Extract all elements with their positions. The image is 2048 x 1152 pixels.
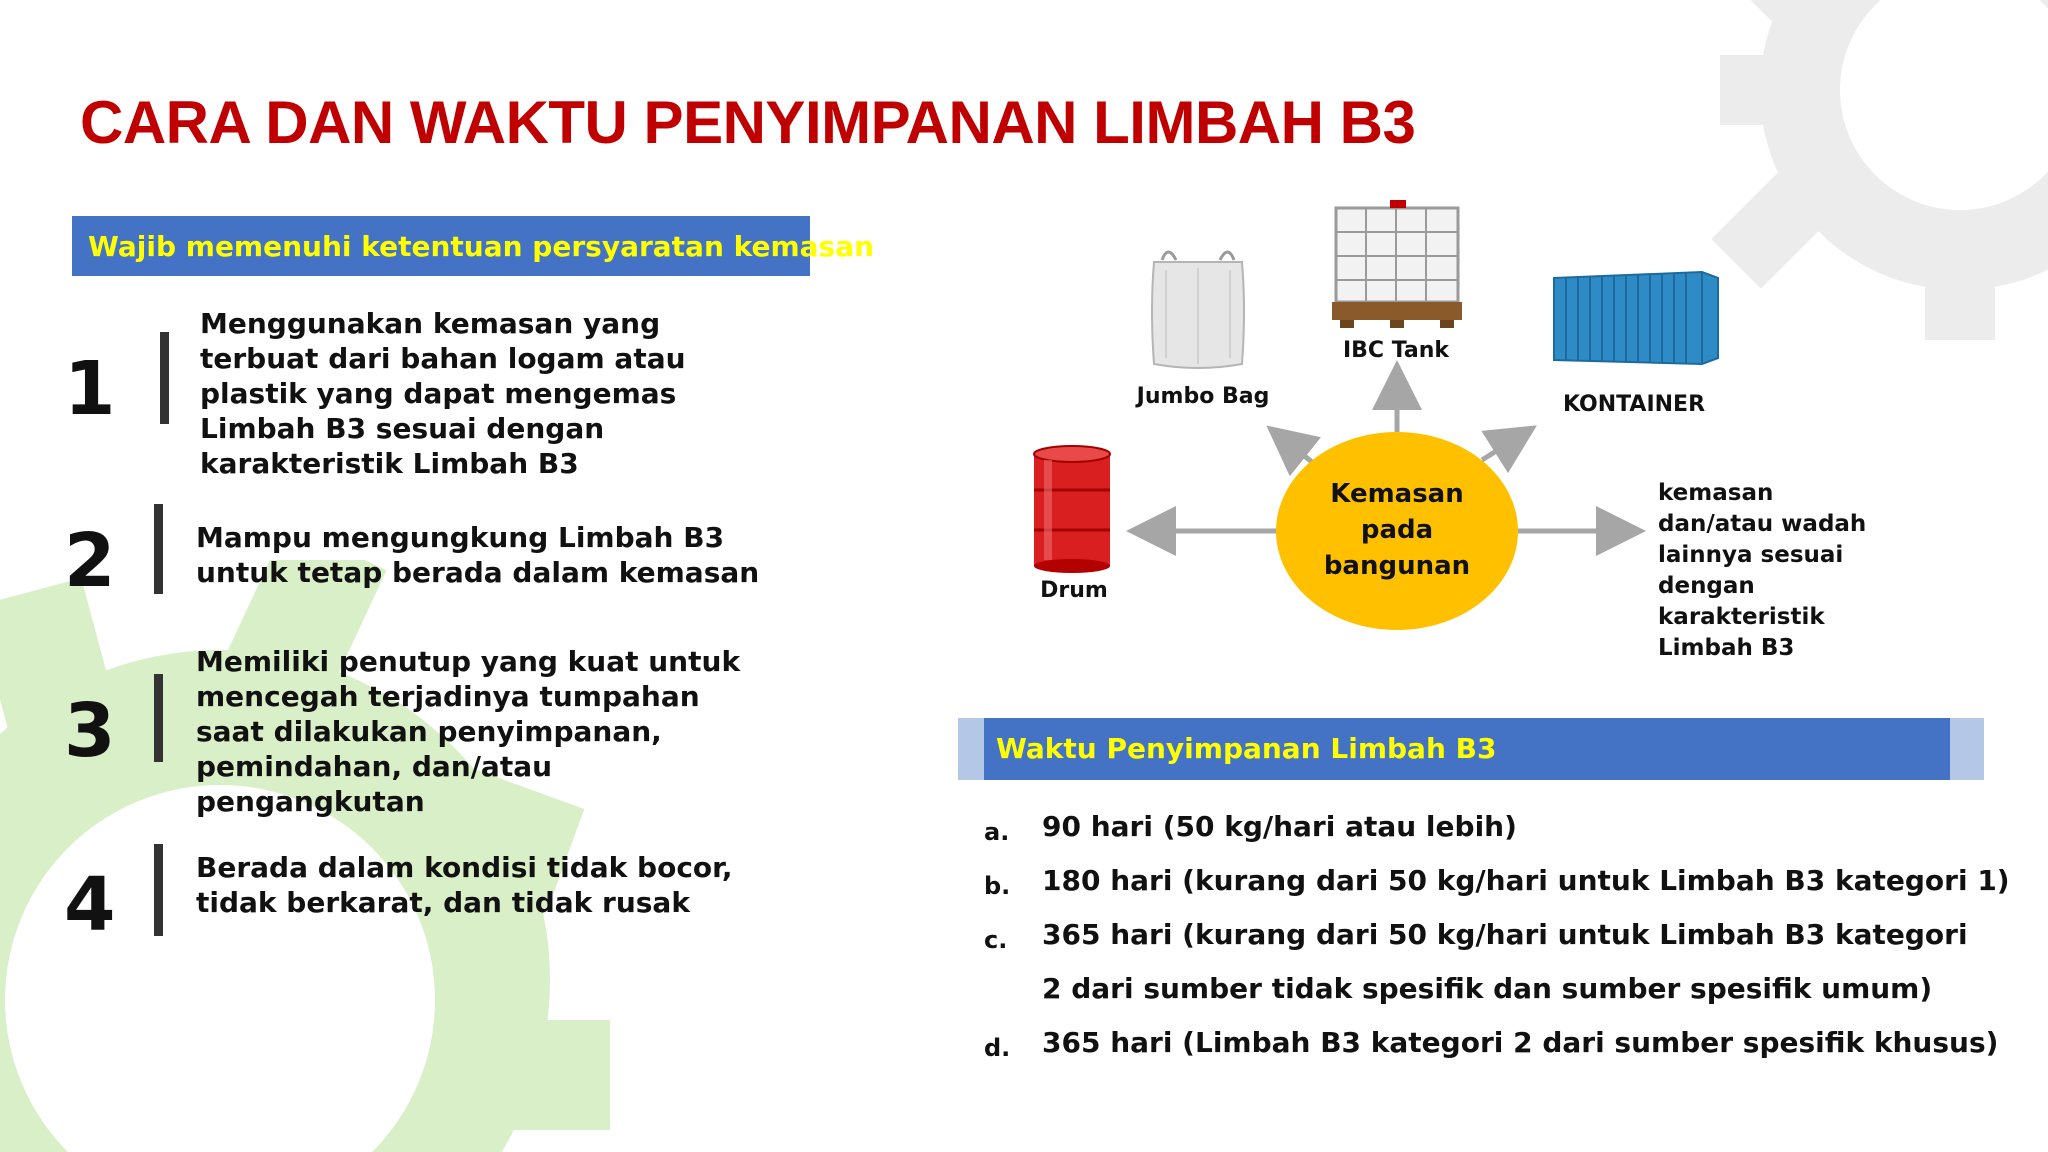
list-letter: c. xyxy=(984,926,1008,954)
ibc-tank-icon xyxy=(1330,198,1464,328)
requirement-number: 3 xyxy=(64,688,116,774)
page-title: CARA DAN WAKTU PENYIMPANAN LIMBAH B3 xyxy=(80,89,1416,156)
list-item-text: 365 hari (kurang dari 50 kg/hari untuk Limbah B3 kategori 2 dari sumber tidak spesifik dan sumber spesifik umum) xyxy=(1042,918,1968,1005)
kontainer-label: KONTAINER xyxy=(1562,392,1706,417)
arrow-to-jumbo-bag xyxy=(1282,438,1312,462)
banner-edge-right xyxy=(1950,718,1984,780)
container-icon xyxy=(1552,270,1720,366)
requirement-text: Berada dalam kondisi tidak bocor, tidak berkarat, dan tidak rusak xyxy=(196,851,733,919)
list-letter: a. xyxy=(984,818,1010,846)
jumbo-bag-label: Jumbo Bag xyxy=(1136,384,1270,409)
drum-icon xyxy=(1030,444,1114,574)
requirement-number: 1 xyxy=(64,346,116,432)
list-item-text: 90 hari (50 kg/hari atau lebih) xyxy=(1042,810,1517,843)
requirement-text: Menggunakan kemasan yang terbuat dari bahan logam atau plastik yang dapat mengemas Limbah B3 sesuai dengan karakteristik Limbah B3 xyxy=(200,307,686,480)
center-circle-label: Kemasan pada bangunan xyxy=(1323,479,1471,581)
list-item-text: 180 hari (kurang dari 50 kg/hari untuk Limbah B3 kategori 1) xyxy=(1042,864,2010,897)
other-packaging-label: kemasan dan/atau wadah lainnya sesuai dengan karakteristik Limbah B3 xyxy=(1658,480,1867,661)
requirement-number: 2 xyxy=(64,518,116,604)
arrow-to-kontainer xyxy=(1482,436,1520,460)
storage-time-banner xyxy=(958,718,1984,780)
jumbo-bag-icon xyxy=(1146,240,1250,372)
drum-label: Drum xyxy=(1040,578,1108,603)
ibc-tank-label: IBC Tank xyxy=(1342,338,1450,363)
storage-time-heading: Waktu Penyimpanan Limbah B3 xyxy=(996,732,1497,765)
center-circle xyxy=(1276,432,1518,630)
requirement-text: Mampu mengungkung Limbah B3 untuk tetap berada dalam kemasan xyxy=(196,521,760,589)
requirements-heading: Wajib memenuhi ketentuan persyaratan kemasan xyxy=(88,230,875,263)
banner-edge-left xyxy=(958,718,984,780)
requirement-number: 4 xyxy=(64,862,116,948)
list-letter: d. xyxy=(984,1034,1011,1062)
list-item-text: 365 hari (Limbah B3 kategori 2 dari sumber spesifik khusus) xyxy=(1042,1026,1999,1059)
list-letter: b. xyxy=(984,872,1011,900)
requirement-text: Memiliki penutup yang kuat untuk mencegah terjadinya tumpahan saat dilakukan penyimpanan, pemindahan, dan/atau pengangkutan xyxy=(196,645,741,818)
